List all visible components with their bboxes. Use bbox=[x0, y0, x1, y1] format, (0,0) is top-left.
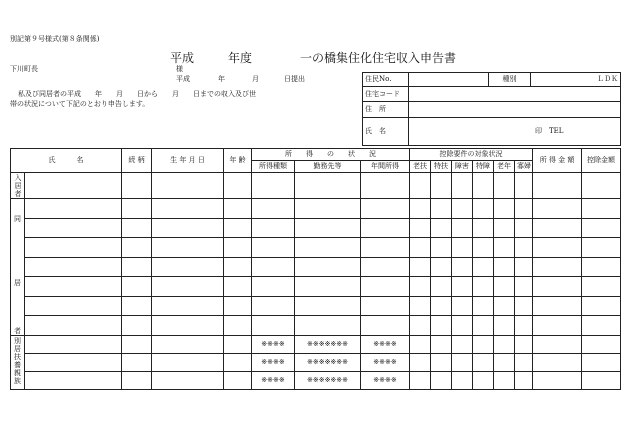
income-amount-cell[interactable] bbox=[533, 277, 582, 297]
col-income-type: 所得種類 bbox=[252, 161, 295, 173]
name-cell[interactable] bbox=[25, 277, 122, 297]
ded-cell[interactable] bbox=[410, 218, 431, 238]
resident-code-field[interactable] bbox=[409, 87, 621, 102]
name-field[interactable] bbox=[409, 117, 621, 145]
ded-cell[interactable] bbox=[431, 372, 452, 390]
income-type-cell[interactable] bbox=[252, 257, 295, 277]
workplace-cell[interactable] bbox=[295, 199, 361, 219]
ded-cell[interactable] bbox=[473, 173, 494, 199]
age-cell[interactable] bbox=[224, 336, 252, 354]
col-relation: 続 柄 bbox=[122, 149, 152, 173]
name-label: 氏 名 bbox=[363, 117, 409, 145]
ded-cell[interactable] bbox=[431, 173, 452, 199]
ded-cell[interactable] bbox=[452, 238, 473, 258]
annual-income-cell[interactable] bbox=[361, 316, 410, 336]
resident-no-label: 住民No. bbox=[363, 73, 409, 87]
ded-cell[interactable] bbox=[410, 336, 431, 354]
name-cell[interactable] bbox=[25, 336, 122, 354]
relation-cell[interactable] bbox=[122, 218, 152, 238]
ded-cell[interactable] bbox=[515, 173, 533, 199]
deduction-amount-cell[interactable] bbox=[582, 296, 621, 316]
title-era: 平成 bbox=[170, 51, 195, 65]
annual-income-cell[interactable] bbox=[361, 218, 410, 238]
group-cohabitants bbox=[11, 199, 25, 336]
ded-cell[interactable] bbox=[515, 238, 533, 258]
workplace-cell[interactable] bbox=[295, 277, 361, 297]
relation-cell[interactable] bbox=[122, 372, 152, 390]
masked-annual-income: ※※※※ bbox=[361, 354, 410, 372]
ded-cell[interactable] bbox=[452, 336, 473, 354]
age-cell[interactable] bbox=[224, 316, 252, 336]
table-row bbox=[11, 218, 621, 238]
name-cell[interactable] bbox=[25, 238, 122, 258]
name-cell[interactable] bbox=[25, 173, 122, 199]
income-amount-cell[interactable] bbox=[533, 336, 582, 354]
group-cohabitant-char-1: 同 bbox=[14, 215, 21, 223]
ded-cell[interactable] bbox=[431, 296, 452, 316]
age-cell[interactable] bbox=[224, 218, 252, 238]
ldk-field[interactable]: ＬＤＫ bbox=[531, 73, 621, 87]
ded-cell[interactable] bbox=[515, 336, 533, 354]
ded-cell[interactable] bbox=[410, 199, 431, 219]
address-label: 住 所 bbox=[363, 102, 409, 117]
age-cell[interactable] bbox=[224, 372, 252, 390]
birthdate-cell[interactable] bbox=[152, 277, 224, 297]
col-deduction-status: 控除要件の対象状況 bbox=[410, 149, 533, 161]
col-deduction-amount: 控除金額 bbox=[582, 149, 621, 173]
ded-cell[interactable] bbox=[452, 372, 473, 390]
masked-workplace: ※※※※※※※ bbox=[295, 336, 361, 354]
annual-income-cell[interactable] bbox=[361, 238, 410, 258]
ded-cell[interactable] bbox=[452, 296, 473, 316]
name-cell[interactable] bbox=[25, 354, 122, 372]
relation-cell[interactable] bbox=[122, 354, 152, 372]
income-table bbox=[10, 148, 621, 390]
income-type-cell[interactable] bbox=[252, 218, 295, 238]
ded-cell[interactable] bbox=[473, 354, 494, 372]
income-type-cell[interactable] bbox=[252, 316, 295, 336]
deduction-amount-cell[interactable] bbox=[582, 336, 621, 354]
relation-cell[interactable] bbox=[122, 316, 152, 336]
table-row bbox=[11, 257, 621, 277]
date-day: 日提出 bbox=[284, 75, 305, 83]
ded-cell[interactable] bbox=[515, 199, 533, 219]
birthdate-cell[interactable] bbox=[152, 354, 224, 372]
ded-col-special-disability: 特障 bbox=[473, 161, 494, 173]
ded-cell[interactable] bbox=[410, 372, 431, 390]
ded-cell[interactable] bbox=[494, 372, 515, 390]
name-cell[interactable] bbox=[25, 218, 122, 238]
ded-cell[interactable] bbox=[494, 336, 515, 354]
statement-line-1: 私及び同居者の平成 年 月 日から 月 日までの収入及び世 bbox=[18, 90, 256, 98]
ded-cell[interactable] bbox=[473, 277, 494, 297]
resident-no-field[interactable] bbox=[409, 73, 489, 87]
deduction-amount-cell[interactable] bbox=[582, 238, 621, 258]
ded-cell[interactable] bbox=[410, 238, 431, 258]
ded-cell[interactable] bbox=[410, 354, 431, 372]
ded-cell[interactable] bbox=[473, 336, 494, 354]
name-cell[interactable] bbox=[25, 257, 122, 277]
ded-cell[interactable] bbox=[494, 277, 515, 297]
ded-col-elderly: 老年 bbox=[494, 161, 515, 173]
workplace-cell[interactable] bbox=[295, 316, 361, 336]
age-cell[interactable] bbox=[224, 354, 252, 372]
table-row bbox=[11, 199, 621, 219]
ded-cell[interactable] bbox=[452, 257, 473, 277]
masked-annual-income: ※※※※ bbox=[361, 372, 410, 390]
birthdate-cell[interactable] bbox=[152, 372, 224, 390]
birthdate-cell[interactable] bbox=[152, 257, 224, 277]
date-era: 平成 bbox=[176, 75, 190, 83]
ded-cell[interactable] bbox=[494, 257, 515, 277]
birthdate-cell[interactable] bbox=[152, 199, 224, 219]
income-amount-cell[interactable] bbox=[533, 354, 582, 372]
relation-cell[interactable] bbox=[122, 296, 152, 316]
income-amount-cell[interactable] bbox=[533, 257, 582, 277]
ded-cell[interactable] bbox=[515, 316, 533, 336]
relation-cell[interactable] bbox=[122, 199, 152, 219]
col-birthdate: 生 年 月 日 bbox=[152, 149, 224, 173]
age-cell[interactable] bbox=[224, 257, 252, 277]
income-amount-cell[interactable] bbox=[533, 199, 582, 219]
birthdate-cell[interactable] bbox=[152, 238, 224, 258]
ded-cell[interactable] bbox=[515, 257, 533, 277]
ded-col-widow: 寡婦 bbox=[515, 161, 533, 173]
birthdate-cell[interactable] bbox=[152, 316, 224, 336]
tel-label: TEL bbox=[549, 126, 564, 135]
workplace-cell[interactable] bbox=[295, 218, 361, 238]
table-row bbox=[11, 296, 621, 316]
annual-income-cell[interactable] bbox=[361, 199, 410, 219]
form-reference: 別記第９号様式(第８条関係) bbox=[10, 35, 100, 43]
ded-cell[interactable] bbox=[431, 354, 452, 372]
income-amount-cell[interactable] bbox=[533, 173, 582, 199]
age-cell[interactable] bbox=[224, 296, 252, 316]
masked-annual-income: ※※※※ bbox=[361, 336, 410, 354]
col-age: 年 齢 bbox=[224, 149, 252, 173]
ded-cell[interactable] bbox=[494, 218, 515, 238]
annual-income-cell[interactable] bbox=[361, 277, 410, 297]
ded-cell[interactable] bbox=[410, 277, 431, 297]
ded-cell[interactable] bbox=[452, 277, 473, 297]
address-field[interactable] bbox=[409, 102, 621, 117]
ded-cell[interactable] bbox=[452, 218, 473, 238]
age-cell[interactable] bbox=[224, 277, 252, 297]
name-cell[interactable] bbox=[25, 296, 122, 316]
annual-income-cell[interactable] bbox=[361, 296, 410, 316]
ded-cell[interactable] bbox=[494, 238, 515, 258]
ded-cell[interactable] bbox=[515, 218, 533, 238]
table-row bbox=[11, 173, 621, 199]
deduction-amount-cell[interactable] bbox=[582, 372, 621, 390]
table-row bbox=[11, 336, 621, 354]
group-cohabitant-char-3: 者 bbox=[14, 327, 21, 335]
ded-cell[interactable] bbox=[410, 173, 431, 199]
workplace-cell[interactable] bbox=[295, 238, 361, 258]
ded-cell[interactable] bbox=[452, 199, 473, 219]
income-type-cell[interactable] bbox=[252, 296, 295, 316]
deduction-amount-cell[interactable] bbox=[582, 277, 621, 297]
ded-cell[interactable] bbox=[473, 199, 494, 219]
income-amount-cell[interactable] bbox=[533, 238, 582, 258]
ded-cell[interactable] bbox=[473, 238, 494, 258]
ded-cell[interactable] bbox=[431, 238, 452, 258]
annual-income-cell[interactable] bbox=[361, 173, 410, 199]
ded-cell[interactable] bbox=[494, 354, 515, 372]
date-year: 年 bbox=[218, 75, 225, 83]
ded-cell[interactable] bbox=[494, 296, 515, 316]
ded-cell[interactable] bbox=[515, 354, 533, 372]
masked-income-type: ※※※※ bbox=[252, 372, 295, 390]
ded-cell[interactable] bbox=[431, 277, 452, 297]
ded-cell[interactable] bbox=[473, 316, 494, 336]
ded-cell[interactable] bbox=[473, 296, 494, 316]
table-row bbox=[11, 238, 621, 258]
masked-income-type: ※※※※ bbox=[252, 336, 295, 354]
income-type-cell[interactable] bbox=[252, 277, 295, 297]
income-type-cell[interactable] bbox=[252, 238, 295, 258]
age-cell[interactable] bbox=[224, 173, 252, 199]
ded-cell[interactable] bbox=[494, 173, 515, 199]
birthdate-cell[interactable] bbox=[152, 296, 224, 316]
ded-cell[interactable] bbox=[431, 218, 452, 238]
deduction-amount-cell[interactable] bbox=[582, 316, 621, 336]
masked-workplace: ※※※※※※※ bbox=[295, 354, 361, 372]
relation-cell[interactable] bbox=[122, 238, 152, 258]
deduction-amount-cell[interactable] bbox=[582, 199, 621, 219]
income-type-cell[interactable] bbox=[252, 173, 295, 199]
deduction-amount-cell[interactable] bbox=[582, 218, 621, 238]
relation-cell[interactable] bbox=[122, 277, 152, 297]
ded-cell[interactable] bbox=[494, 199, 515, 219]
group-cohabitant-char-2: 居 bbox=[14, 279, 21, 287]
ded-cell[interactable] bbox=[473, 372, 494, 390]
date-month: 月 bbox=[252, 75, 259, 83]
ded-cell[interactable] bbox=[431, 199, 452, 219]
table-row bbox=[11, 316, 621, 336]
ded-cell[interactable] bbox=[515, 296, 533, 316]
ded-cell[interactable] bbox=[515, 372, 533, 390]
ded-cell[interactable] bbox=[410, 296, 431, 316]
table-row bbox=[11, 354, 621, 372]
ded-cell[interactable] bbox=[473, 257, 494, 277]
masked-income-type: ※※※※ bbox=[252, 354, 295, 372]
deduction-amount-cell[interactable] bbox=[582, 257, 621, 277]
age-cell[interactable] bbox=[224, 199, 252, 219]
name-cell[interactable] bbox=[25, 199, 122, 219]
statement-line-2: 帯の状況について下記のとおり申告します。 bbox=[10, 100, 150, 108]
group-resident: 入居者 bbox=[11, 173, 25, 199]
birthdate-cell[interactable] bbox=[152, 218, 224, 238]
deduction-amount-cell[interactable] bbox=[582, 173, 621, 199]
col-name: 氏 名 bbox=[11, 149, 122, 173]
resident-code-label: 住宅コード bbox=[363, 87, 409, 102]
age-cell[interactable] bbox=[224, 238, 252, 258]
ded-col-special-dependent: 特扶 bbox=[431, 161, 452, 173]
deduction-amount-cell[interactable] bbox=[582, 354, 621, 372]
name-cell[interactable] bbox=[25, 372, 122, 390]
col-income-status: 所 得 の 状 況 bbox=[252, 149, 410, 161]
annual-income-cell[interactable] bbox=[361, 257, 410, 277]
table-row bbox=[11, 372, 621, 390]
birthdate-cell[interactable] bbox=[152, 173, 224, 199]
income-amount-cell[interactable] bbox=[533, 296, 582, 316]
income-amount-cell[interactable] bbox=[533, 218, 582, 238]
ded-cell[interactable] bbox=[515, 277, 533, 297]
ded-cell[interactable] bbox=[494, 316, 515, 336]
seal-mark: 印 bbox=[535, 126, 542, 135]
ded-cell[interactable] bbox=[431, 316, 452, 336]
ded-cell[interactable] bbox=[452, 173, 473, 199]
col-workplace: 勤務先等 bbox=[295, 161, 361, 173]
income-amount-cell[interactable] bbox=[533, 372, 582, 390]
relation-cell[interactable] bbox=[122, 336, 152, 354]
income-type-cell[interactable] bbox=[252, 199, 295, 219]
page-title: 一の橋集住化住宅収入申告書 bbox=[300, 51, 457, 65]
name-cell[interactable] bbox=[25, 316, 122, 336]
income-amount-cell[interactable] bbox=[533, 316, 582, 336]
type-label: 種別 bbox=[489, 73, 531, 87]
title-year: 年度 bbox=[228, 51, 253, 65]
col-income-amount: 所 得 金 額 bbox=[533, 149, 582, 173]
ded-cell[interactable] bbox=[452, 316, 473, 336]
ded-col-elderly-dependent: 老扶 bbox=[410, 161, 431, 173]
honorific: 様 bbox=[176, 65, 183, 73]
masked-workplace: ※※※※※※※ bbox=[295, 372, 361, 390]
relation-cell[interactable] bbox=[122, 173, 152, 199]
mayor-label: 下川町長 bbox=[10, 65, 38, 73]
ded-col-disability: 障害 bbox=[452, 161, 473, 173]
workplace-cell[interactable] bbox=[295, 257, 361, 277]
workplace-cell[interactable] bbox=[295, 173, 361, 199]
ded-cell[interactable] bbox=[431, 257, 452, 277]
birthdate-cell[interactable] bbox=[152, 336, 224, 354]
ded-cell[interactable] bbox=[410, 257, 431, 277]
col-annual-income: 年間所得 bbox=[361, 161, 410, 173]
ded-cell[interactable] bbox=[410, 316, 431, 336]
table-row bbox=[11, 277, 621, 297]
applicant-info-box bbox=[362, 72, 621, 146]
ded-cell[interactable] bbox=[473, 218, 494, 238]
workplace-cell[interactable] bbox=[295, 296, 361, 316]
ded-cell[interactable] bbox=[431, 336, 452, 354]
group-separate-dependents: 別居扶養親族 bbox=[11, 336, 25, 390]
ded-cell[interactable] bbox=[452, 354, 473, 372]
relation-cell[interactable] bbox=[122, 257, 152, 277]
